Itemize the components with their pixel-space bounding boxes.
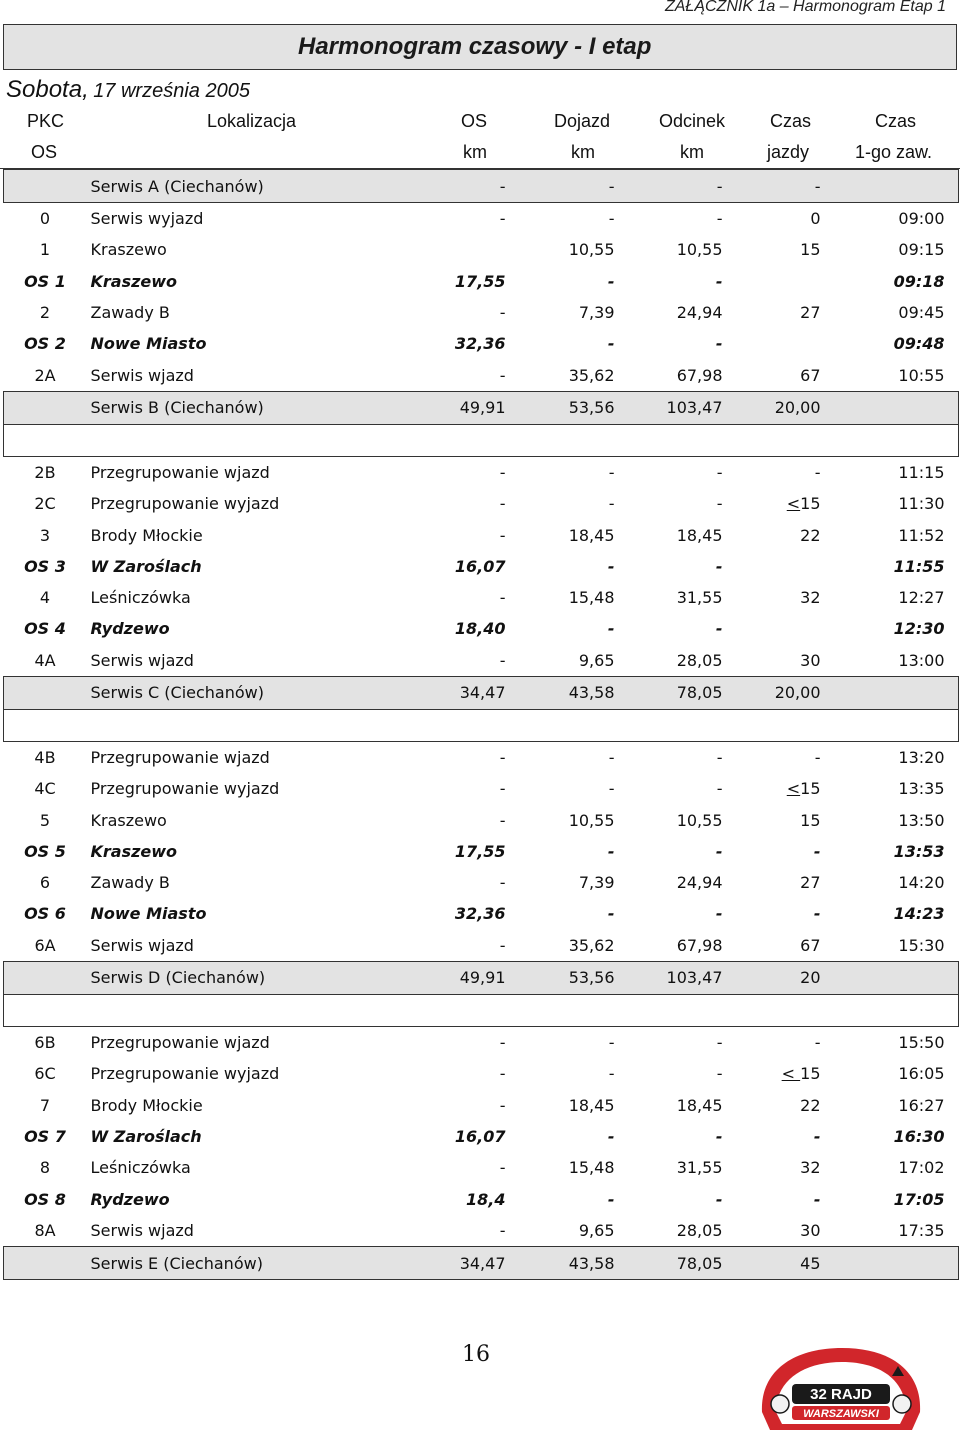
czas-1go-cell [835,391,959,424]
czas-jazdy-cell: 30 [800,650,821,670]
odcinek-cell: 103,47 [629,391,737,424]
czas-jazdy-cell: - [814,462,821,482]
location-cell: Serwis wjazd [90,935,194,955]
czas-jazdy-cell [737,328,835,359]
os-km-cell: - [499,1095,506,1115]
table-row [4,994,959,1026]
dojazd-cell: 35,62 [568,365,615,385]
czas-jazdy-cell: 0 [810,209,821,229]
dojazd-cell: - [607,1126,615,1146]
czas-jazdy-cell: 32 [800,588,821,608]
czas-1go-cell [835,170,959,203]
location-cell: Rydzewo [90,1189,170,1209]
czas-1go-cell: 15:50 [898,1033,945,1053]
table-row [4,391,959,424]
odcinek-cell: 28,05 [676,650,723,670]
table-row [4,203,959,235]
table-row [4,170,959,203]
location-cell: Kraszewo [90,271,178,291]
czas-jazdy-cell: - [814,748,821,767]
odcinek-cell: - [715,1126,723,1146]
dojazd-cell: - [607,334,615,354]
table-row [4,1152,959,1183]
czas-jazdy-cell: 15 [800,810,821,830]
location-cell: W Zaroślach [90,556,202,576]
location-cell: Serwis C (Ciechanów) [87,676,417,709]
pkc-cell: 2 [39,303,51,323]
odcinek-cell: 103,47 [629,961,737,994]
location-cell: Serwis wyjazd [90,209,204,229]
pkc-cell: 5 [39,810,51,830]
os-km-cell: - [499,1220,506,1240]
header2-dojazd-km: km [571,142,595,162]
os-km-cell: 16,07 [454,556,506,576]
table-row [4,328,959,359]
pkc-cell: OS 7 [24,1126,66,1146]
czas-jazdy-cell [737,613,835,644]
os-km-cell: - [499,525,506,545]
czas-jazdy-cell: 20,00 [737,391,835,424]
location-cell: Serwis wjazd [90,650,194,670]
dojazd-cell: 53,56 [520,391,629,424]
header-os: OS [461,111,488,131]
dojazd-cell: 9,65 [578,1220,615,1240]
odcinek-cell: - [716,1064,723,1084]
czas-jazdy-cell: - [814,1033,821,1053]
header-pkc: PKC [27,111,65,131]
czas-1go-cell: 12:27 [898,588,945,608]
dojazd-cell: - [607,556,615,576]
header-lokalizacja: Lokalizacja [207,111,297,131]
odcinek-cell: 31,55 [676,1158,723,1178]
pkc-cell: 2A [34,365,56,385]
page-title: Harmonogram czasowy - I etap [298,33,652,60]
table-row [4,1183,959,1214]
czas-jazdy-cell: 20 [737,961,835,994]
location-cell: Nowe Miasto [90,334,207,354]
location-cell: Leśniczówka [90,588,191,608]
czas-1go-cell: 17:05 [893,1189,945,1209]
table-row [4,773,959,804]
czas-1go-cell: 11:15 [898,462,945,482]
location-cell: Kraszewo [90,240,167,260]
location-cell: Brody Młockie [90,525,203,545]
dojazd-cell: 18,45 [568,525,615,545]
odcinek-cell: 24,94 [676,303,723,323]
header2-odcinek-km: km [680,142,704,162]
odcinek-cell: - [715,841,723,861]
os-km-cell: 34,47 [417,1247,520,1280]
czas-1go-cell: 16:05 [898,1064,945,1084]
location-cell: Serwis A (Ciechanów) [87,170,417,203]
os-km-cell: - [499,748,506,767]
pkc-cell: OS 3 [24,556,66,576]
czas-jazdy-cell: <15 [786,494,821,514]
pkc-cell [4,391,87,424]
table-row [4,1215,959,1247]
rally-logo [752,1342,928,1434]
os-km-cell: - [499,303,506,323]
czas-1go-cell: 10:55 [898,365,945,385]
czas-1go-cell: 13:35 [898,779,945,799]
table-row [4,359,959,391]
os-km-cell: 17,55 [454,841,506,861]
header2-os: OS [31,142,58,162]
czas-jazdy-cell: 67 [800,935,821,955]
table-row [4,266,959,297]
os-km-cell [417,234,520,265]
pkc-cell: 4B [34,748,56,767]
header-row-1 [0,108,960,138]
odcinek-cell: 28,05 [676,1220,723,1240]
spacer-cell [4,709,959,741]
odcinek-cell: - [716,209,723,229]
table-row [4,582,959,613]
czas-1go-cell: 13:50 [898,810,945,830]
os-km-cell: - [417,170,520,203]
schedule-body [4,170,959,1280]
header2-jazdy: jazdy [767,142,810,162]
czas-1go-cell [835,676,959,709]
czas-jazdy-cell: - [813,1126,821,1146]
table-row [4,456,959,488]
table-row [4,645,959,677]
os-km-cell: 34,47 [417,676,520,709]
dojazd-cell: 7,39 [578,303,615,323]
attachment-label: ZAŁĄCZNIK 1a – Harmonogram Etap 1 [664,0,946,15]
location-cell: Leśniczówka [90,1158,191,1178]
odcinek-cell: 18,45 [676,1095,723,1115]
table-row [4,424,959,456]
czas-1go-cell: 09:45 [898,303,945,323]
pkc-cell: OS 4 [24,619,66,639]
location-cell: Kraszewo [90,810,167,830]
czas-1go-cell: 14:23 [893,904,945,924]
dojazd-cell: - [608,748,615,767]
dojazd-cell: 10,55 [568,240,615,260]
odcinek-cell: - [716,1033,723,1053]
os-km-cell: - [499,1064,506,1084]
table-row [4,741,959,773]
czas-jazdy-cell: 22 [800,1095,821,1115]
pkc-cell: 0 [39,209,51,229]
dojazd-cell: - [608,494,615,514]
czas-jazdy-cell: < 15 [781,1064,821,1084]
date-day: Sobota, [6,76,89,103]
dojazd-cell: - [607,1189,615,1209]
dojazd-cell: 53,56 [520,961,629,994]
odcinek-cell: 67,98 [676,935,723,955]
pkc-cell: 4A [34,650,56,670]
location-cell: Serwis D (Ciechanów) [87,961,417,994]
location-cell: Kraszewo [90,841,178,861]
dojazd-cell: - [608,209,615,229]
dojazd-cell: 7,39 [578,873,615,893]
os-km-cell: - [499,462,506,482]
os-km-cell: - [499,650,506,670]
pkc-cell [4,961,87,994]
odcinek-cell: - [715,904,723,924]
location-cell: Brody Młockie [90,1095,203,1115]
table-row [4,234,959,265]
pkc-cell [4,1247,87,1280]
location-cell: Serwis wjazd [90,365,194,385]
header-dojazd: Dojazd [554,111,611,131]
pkc-cell: OS 6 [24,904,66,924]
czas-1go-cell: 15:30 [898,935,945,955]
os-km-cell: 32,36 [454,334,506,354]
dojazd-cell: - [607,619,615,639]
location-cell: Przegrupowanie wyjazd [90,494,280,514]
odcinek-cell: 24,94 [676,873,723,893]
dojazd-cell: 9,65 [578,650,615,670]
dojazd-cell: - [607,841,615,861]
page-number: 16 [462,1342,490,1367]
czas-1go-cell: 11:55 [893,556,945,576]
pkc-cell: 7 [39,1095,51,1115]
table-row [4,1247,959,1280]
table-row [4,709,959,741]
czas-jazdy-cell: 45 [737,1247,835,1280]
os-km-cell: - [499,779,506,799]
os-km-cell: - [499,494,506,514]
dojazd-cell: 35,62 [568,935,615,955]
os-km-cell: - [499,365,506,385]
table-row [4,613,959,644]
pkc-cell: 2C [34,494,56,514]
odcinek-cell: 78,05 [629,1247,737,1280]
pkc-cell: 6 [39,873,51,893]
odcinek-cell: 10,55 [676,810,723,830]
location-cell: Przegrupowanie wyjazd [90,1064,280,1084]
czas-1go-cell: 13:00 [898,650,945,670]
os-km-cell: - [499,1033,506,1053]
czas-1go-cell: 16:27 [898,1095,945,1115]
czas-jazdy-cell: 27 [800,873,821,893]
czas-jazdy-cell: 32 [800,1158,821,1178]
czas-1go-cell: 09:00 [898,209,945,229]
dojazd-cell: 43,58 [520,1247,629,1280]
os-km-cell: - [499,810,506,830]
czas-jazdy-cell: - [813,841,821,861]
table-row [4,1026,959,1058]
table-row [4,961,959,994]
os-km-cell: 16,07 [454,1126,506,1146]
table-row [4,898,959,929]
spacer-cell [4,424,959,456]
location-cell: Przegrupowanie wyjazd [90,779,280,799]
odcinek-cell: - [715,334,723,354]
table-row [4,551,959,582]
czas-jazdy-cell: 67 [800,365,821,385]
odcinek-cell: 67,98 [676,365,723,385]
dojazd-cell: - [607,904,615,924]
czas-1go-cell: 09:18 [893,271,945,291]
czas-1go-cell: 09:15 [898,240,945,260]
os-km-cell: - [499,1158,506,1178]
czas-jazdy-cell [737,266,835,297]
czas-1go-cell: 09:48 [893,334,945,354]
schedule-table [3,169,959,1280]
logo-text-2: WARSZAWSKI [803,1408,879,1420]
czas-1go-cell [835,961,959,994]
pkc-cell: 8 [39,1158,51,1178]
czas-1go-cell: 13:53 [893,841,945,861]
os-km-cell: - [499,209,506,229]
czas-jazdy-cell: 22 [800,525,821,545]
table-row [4,1090,959,1121]
dojazd-cell: - [608,462,615,482]
odcinek-cell: - [716,779,723,799]
table-row [4,488,959,519]
odcinek-cell: 18,45 [676,525,723,545]
czas-1go-cell: 11:30 [898,494,945,514]
czas-jazdy-cell: - [813,904,821,924]
pkc-cell: 8A [34,1220,56,1240]
czas-jazdy-cell: 30 [800,1220,821,1240]
os-km-cell: - [499,588,506,608]
os-km-cell: 49,91 [417,391,520,424]
pkc-cell: 4C [34,779,56,799]
odcinek-cell: - [715,619,723,639]
czas-jazdy-cell: 15 [800,240,821,260]
dojazd-cell: - [608,1033,615,1053]
date-line [6,76,250,104]
dojazd-cell: 18,45 [568,1095,615,1115]
czas-jazdy-cell: - [813,1189,821,1209]
odcinek-cell: - [716,494,723,514]
dojazd-cell: 15,48 [568,1158,615,1178]
table-row [4,519,959,550]
table-row [4,1058,959,1089]
dojazd-cell: - [608,779,615,799]
pkc-cell: 1 [39,240,51,260]
location-cell: W Zaroślach [90,1126,202,1146]
czas-jazdy-cell: 27 [800,303,821,323]
location-cell: Rydzewo [90,619,170,639]
location-cell: Serwis B (Ciechanów) [87,391,417,424]
dojazd-cell: 10,55 [568,810,615,830]
dojazd-cell: 43,58 [520,676,629,709]
czas-1go-cell: 17:02 [898,1158,945,1178]
dojazd-cell: 15,48 [568,588,615,608]
table-row [4,867,959,898]
czas-jazdy-cell: 20,00 [737,676,835,709]
czas-jazdy-cell: <15 [786,779,821,799]
czas-1go-cell [835,1247,959,1280]
os-km-cell: - [499,935,506,955]
os-km-cell: 18,4 [466,1189,506,1209]
pkc-cell: 4 [39,588,51,608]
pkc-cell: 6B [34,1033,56,1053]
pkc-cell: 6C [34,1064,56,1084]
pkc-cell: OS 5 [24,841,66,861]
czas-1go-cell: 17:35 [898,1220,945,1240]
dojazd-cell: - [520,170,629,203]
czas-1go-cell: 16:30 [893,1126,945,1146]
odcinek-cell: - [716,462,723,482]
header-row-2 [0,139,960,169]
pkc-cell: 3 [39,525,51,545]
os-km-cell: - [499,873,506,893]
pkc-cell: OS 8 [24,1189,66,1209]
czas-1go-cell: 11:52 [898,525,945,545]
header-czas-jazdy: Czas [770,111,812,131]
location-cell: Serwis wjazd [90,1220,194,1240]
czas-jazdy-cell: - [737,170,835,203]
dojazd-cell: - [608,1064,615,1084]
os-km-cell: 49,91 [417,961,520,994]
odcinek-cell: 10,55 [676,240,723,260]
location-cell: Przegrupowanie wjazd [90,462,270,482]
location-cell: Zawady B [90,303,170,323]
odcinek-cell: - [715,556,723,576]
table-row [4,676,959,709]
location-cell: Przegrupowanie wjazd [90,748,270,767]
table-row [4,930,959,962]
odcinek-cell: - [716,748,723,767]
pkc-cell: 2B [34,462,56,482]
date-rest: 17 września 2005 [93,80,250,102]
odcinek-cell: 78,05 [629,676,737,709]
logo-text-1: 32 RAJD [810,1386,872,1403]
czas-jazdy-cell [737,551,835,582]
table-row [4,836,959,867]
location-cell: Nowe Miasto [90,904,207,924]
table-row [4,804,959,835]
odcinek-cell: - [629,170,737,203]
odcinek-cell: - [715,1189,723,1209]
location-cell: Zawady B [90,873,170,893]
table-row [4,1121,959,1152]
os-km-cell: 17,55 [454,271,506,291]
header2-os-km: km [463,142,487,162]
header-czas-1go: Czas [875,111,917,131]
table-row [4,297,959,328]
pkc-cell: OS 1 [24,271,66,291]
pkc-cell: 6A [34,935,56,955]
location-cell: Serwis E (Ciechanów) [87,1247,417,1280]
header-odcinek: Odcinek [659,111,726,131]
header2-1go-zaw: 1-go zaw. [855,142,933,162]
spacer-cell [4,994,959,1026]
location-cell: Przegrupowanie wjazd [90,1033,270,1053]
odcinek-cell: - [715,271,723,291]
czas-1go-cell: 14:20 [898,873,945,893]
pkc-cell [4,170,87,203]
odcinek-cell: 31,55 [676,588,723,608]
czas-1go-cell: 13:20 [898,748,945,767]
czas-1go-cell: 12:30 [893,619,945,639]
pkc-cell: OS 2 [24,334,66,354]
pkc-cell [4,676,87,709]
os-km-cell: 18,40 [454,619,506,639]
dojazd-cell: - [607,271,615,291]
os-km-cell: 32,36 [454,904,506,924]
